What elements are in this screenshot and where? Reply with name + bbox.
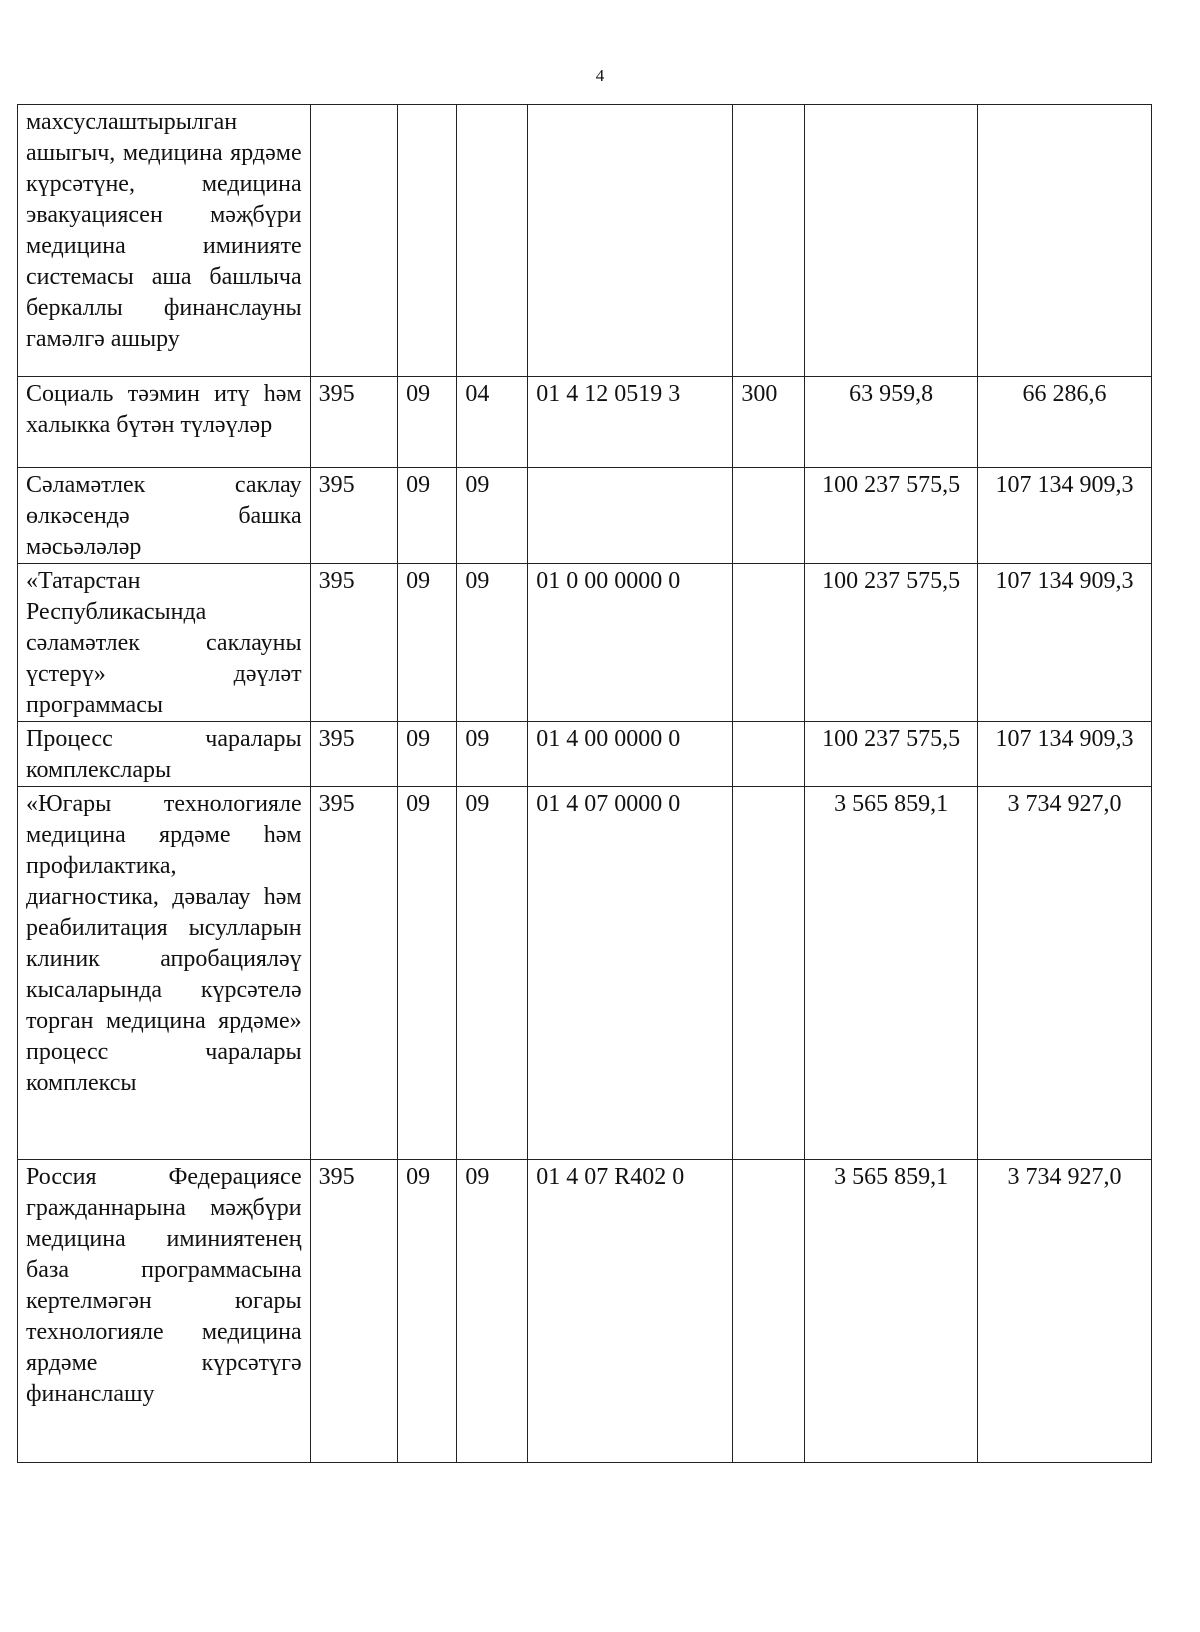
page-number: 4 [595,66,605,85]
table-row [18,787,1152,1160]
row-name: Россия Федерациясе гражданнарына мәҗбүри медицина иминиятенең база программасына кертелмәгән югары технологияле медицина ярдәме күрсәтүгә финанслашу [18,1160,311,1463]
section-code: 09 [398,787,457,1160]
expense-type-code [733,105,805,377]
sum-year-1: 3 565 859,1 [805,787,978,1160]
row-name: Социаль тәэмин итү һәм халыкка бүтән түләүләр [18,377,311,468]
section-code [398,105,457,377]
table-row [18,468,1152,564]
subsection-code: 09 [457,1160,528,1463]
subsection-code [457,105,528,377]
table-row [18,1160,1152,1463]
expense-type-code [733,787,805,1160]
section-code: 09 [398,564,457,722]
section-code: 09 [398,468,457,564]
subsection-code: 09 [457,787,528,1160]
target-code: 01 4 07 R402 0 [528,1160,733,1463]
target-code: 01 0 00 0000 0 [528,564,733,722]
target-code [528,468,733,564]
row-name: «Татарстан Республикасында сәламәтлек саклауны үстерү» дәүләт программасы [18,564,311,722]
ministry-code: 395 [310,1160,397,1463]
budget-table [17,104,1152,1463]
sum-year-2: 3 734 927,0 [978,1160,1152,1463]
sum-year-2: 107 134 909,3 [978,564,1152,722]
section-code: 09 [398,377,457,468]
expense-type-code [733,722,805,787]
sum-year-2: 66 286,6 [978,377,1152,468]
ministry-code: 395 [310,468,397,564]
ministry-code: 395 [310,564,397,722]
table-row [18,105,1152,377]
expense-type-code [733,1160,805,1463]
subsection-code: 09 [457,722,528,787]
table-row [18,377,1152,468]
table-row [18,722,1152,787]
target-code: 01 4 00 0000 0 [528,722,733,787]
sum-year-2: 107 134 909,3 [978,722,1152,787]
section-code: 09 [398,722,457,787]
subsection-code: 09 [457,564,528,722]
sum-year-1 [805,105,978,377]
sum-year-1: 100 237 575,5 [805,722,978,787]
sum-year-1: 63 959,8 [805,377,978,468]
ministry-code [310,105,397,377]
ministry-code: 395 [310,377,397,468]
subsection-code: 09 [457,468,528,564]
expense-type-code [733,564,805,722]
table-row [18,564,1152,722]
sum-year-1: 3 565 859,1 [805,1160,978,1463]
sum-year-1: 100 237 575,5 [805,468,978,564]
target-code: 01 4 07 0000 0 [528,787,733,1160]
row-name: Сәламәтлек саклау өлкәсендә башка мәсьәләләр [18,468,311,564]
ministry-code: 395 [310,787,397,1160]
sum-year-2: 3 734 927,0 [978,787,1152,1160]
subsection-code: 04 [457,377,528,468]
expense-type-code [733,468,805,564]
section-code: 09 [398,1160,457,1463]
expense-type-code: 300 [733,377,805,468]
sum-year-1: 100 237 575,5 [805,564,978,722]
row-name: Процесс чаралары комплекслары [18,722,311,787]
ministry-code: 395 [310,722,397,787]
target-code [528,105,733,377]
row-name: махсуслаштырылган ашыгыч, медицина ярдәме күрсәтүне, медицина эвакуациясен мәҗбүри медицина иминияте системасы аша башлыча беркаллы финанслауны гамәлгә ашыру [18,105,311,377]
sum-year-2 [978,105,1152,377]
sum-year-2: 107 134 909,3 [978,468,1152,564]
target-code: 01 4 12 0519 3 [528,377,733,468]
row-name: «Югары технологияле медицина ярдәме һәм профилактика, диагностика, дәвалау һәм реабилитация ысулларын клиник апробацияләү кысаларында күрсәтелә торган медицина ярдәме» процесс чаралары комплексы [18,787,311,1160]
